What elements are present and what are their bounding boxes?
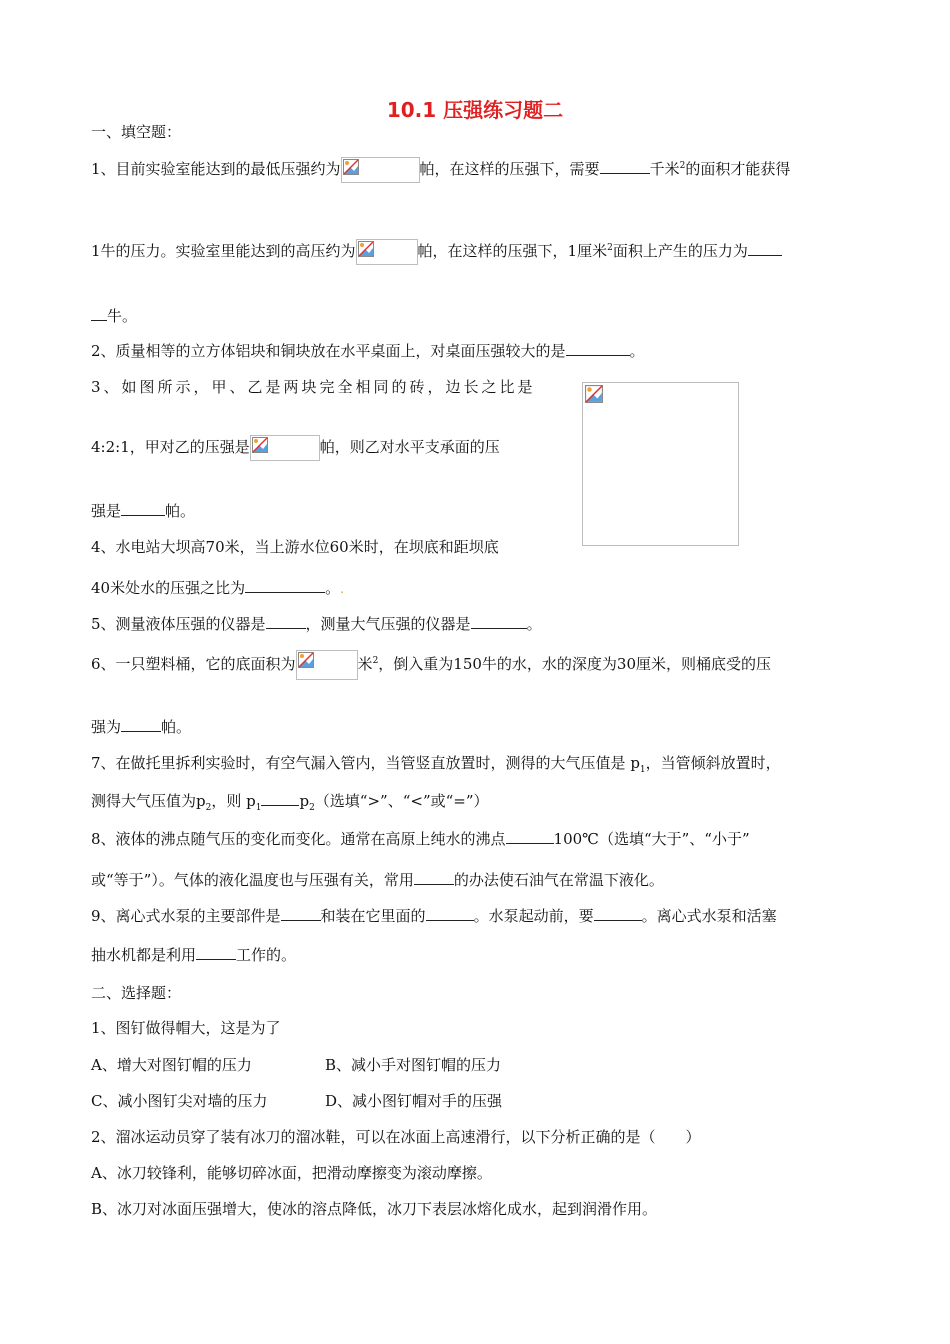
- mc-2-option-a: A、冰刀较锋利，能够切碎冰面，把滑动摩擦变为滚动摩擦。: [91, 1164, 492, 1182]
- broken-image-icon: [252, 437, 268, 453]
- section-choice-heading: 二、选择题：: [91, 984, 182, 1002]
- mc-question-2-stem: 2、溜冰运动员穿了装有冰刀的溜冰鞋，可以在冰面上高速滑行，以下分析正确的是（ ）: [91, 1128, 701, 1146]
- broken-image-placeholder: [341, 157, 420, 183]
- answer-blank: [121, 501, 165, 516]
- question-4-line-2: 40米处水的压强之比为 。.: [91, 579, 344, 597]
- question-9-line-1: 9、离心式水泵的主要部件是 和装在它里面的 。水泵起动前，要 。离心式水泵和活塞: [91, 907, 777, 925]
- question-3-line-1: 3、如图所示，甲、乙是两块完全相同的砖，边长之比是: [91, 378, 536, 396]
- broken-image-icon: [343, 159, 359, 175]
- question-4-line-1: 4、水电站大坝高70米，当上游水位60米时，在坝底和距坝底: [91, 538, 499, 556]
- question-3-line-2: 4:2:1，甲对乙的压强是 帕，则乙对水平支承面的压: [91, 435, 500, 461]
- question-6-line-2: 强为 帕。: [91, 718, 192, 736]
- question-9-line-2: 抽水机都是利用 工作的。: [91, 946, 297, 964]
- broken-image-icon: [298, 652, 314, 668]
- question-3-line-3: 强是 帕。: [91, 502, 196, 520]
- answer-blank: [266, 614, 306, 629]
- mc-1-option-c: C、减小图钉尖对墙的压力: [91, 1092, 268, 1110]
- broken-image-placeholder: [250, 435, 320, 461]
- question-8-line-1: 8、液体的沸点随气压的变化而变化。通常在高原上纯水的沸点 100℃（选填“大于”、“小于”: [91, 830, 750, 848]
- answer-blank: [566, 341, 630, 356]
- question-8-line-2: 或“等于”）。气体的液化温度也与压强有关，常用 的办法使石油气在常温下液化。: [91, 871, 664, 889]
- question-1-line-3: 牛。: [91, 306, 137, 326]
- question-2: 2、质量相等的立方体铝块和铜块放在水平桌面上，对桌面压强较大的是 。: [91, 342, 645, 360]
- answer-blank: [245, 578, 325, 593]
- question-7-line-1: 7、在做托里拆利实验时，有空气漏入管内，当管竖直放置时，测得的大气压值是 $p_1$，当管倾斜放置时，: [91, 754, 781, 775]
- broken-image-placeholder: [356, 239, 418, 265]
- mc-1-option-a: A、增大对图钉帽的压力: [91, 1056, 252, 1074]
- question-1-line-1: 1、目前实验室能达到的最低压强约为 帕，在这样的压强下，需要 千米$^2$的面积才能获得: [91, 157, 790, 183]
- answer-blank: [506, 829, 554, 844]
- answer-blank: [594, 906, 642, 921]
- page-title: 10.1 压强练习题二: [386, 98, 564, 122]
- broken-image-icon: [585, 385, 603, 403]
- broken-image-placeholder: [296, 650, 358, 680]
- answer-blank: [261, 791, 299, 806]
- answer-blank: [426, 906, 474, 921]
- mc-1-option-b: B、减小手对图钉帽的压力: [325, 1056, 502, 1074]
- question-1-line-2: 1牛的压力。实验室里能达到的高压约为 帕，在这样的压强下，1厘米$^2$面积上产生的压力为: [91, 239, 782, 265]
- question-5: 5、测量液体压强的仪器是 ，测量大气压强的仪器是 。: [91, 615, 542, 633]
- answer-blank: [196, 945, 236, 960]
- answer-blank: [600, 159, 650, 174]
- mc-1-option-d: D、减小图钉帽对手的压强: [325, 1092, 503, 1110]
- answer-blank: [748, 241, 782, 256]
- answer-blank: [414, 870, 454, 885]
- section-fill-in-heading: 一、填空题：: [91, 123, 182, 141]
- question-7-line-2: 测得大气压值为$p_2$，则 $p_1$ $p_2$（选填“>”、“<”或“=”）: [91, 792, 489, 813]
- answer-blank: [281, 906, 321, 921]
- answer-blank: [121, 717, 161, 732]
- answer-blank: [471, 614, 527, 629]
- brick-figure-placeholder: [582, 382, 739, 546]
- mc-question-1-stem: 1、图钉做得帽大，这是为了: [91, 1019, 281, 1037]
- question-6-line-1: 6、一只塑料桶，它的底面积为 米$^2$，倒入重为150牛的水，水的深度为30厘米，则桶底受的压: [91, 650, 771, 680]
- broken-image-icon: [358, 241, 374, 257]
- answer-blank: [91, 306, 107, 321]
- mc-2-option-b: B、冰刀对冰面压强增大，使冰的溶点降低，冰刀下表层冰熔化成水，起到润滑作用。: [91, 1200, 658, 1218]
